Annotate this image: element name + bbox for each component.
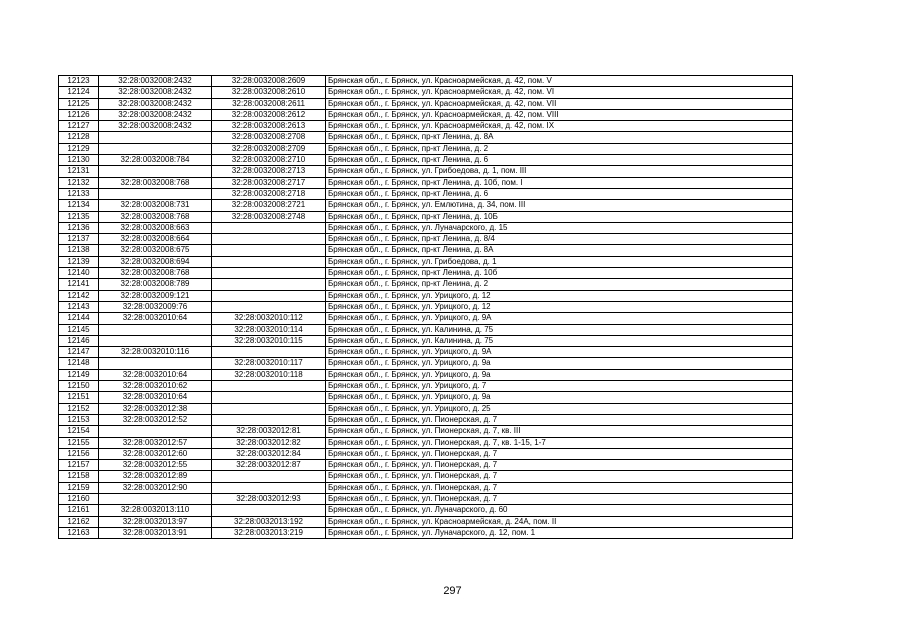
address-cell: Брянская обл., г. Брянск, ул. Пионерская, д. 7, кв. III xyxy=(326,426,793,437)
address-cell: Брянская обл., г. Брянск, пр-кт Ленина, д. 6 xyxy=(326,155,793,166)
address-cell: Брянская обл., г. Брянск, ул. Пионерская, д. 7, кв. 1-15, 1-7 xyxy=(326,437,793,448)
row-number-cell: 12130 xyxy=(59,155,99,166)
address-cell: Брянская обл., г. Брянск, пр-кт Ленина, д. 10Б xyxy=(326,211,793,222)
address-cell: Брянская обл., г. Брянск, ул. Урицкого, д. 9А xyxy=(326,313,793,324)
cadastral-number-cell xyxy=(212,222,326,233)
cadastral-number-cell: 32:28:0032010:112 xyxy=(212,313,326,324)
cadastral-number-parent-cell: 32:28:0032013:110 xyxy=(99,505,212,516)
table-row xyxy=(59,132,793,143)
cadastral-number-parent-cell: 32:28:0032013:91 xyxy=(99,527,212,538)
row-number-cell: 12151 xyxy=(59,392,99,403)
address-cell: Брянская обл., г. Брянск, пр-кт Ленина, д. 8/4 xyxy=(326,234,793,245)
row-number-cell: 12134 xyxy=(59,200,99,211)
cadastral-number-cell: 32:28:0032010:115 xyxy=(212,335,326,346)
address-cell: Брянская обл., г. Брянск, ул. Урицкого, д. 9а xyxy=(326,358,793,369)
row-number-cell: 12152 xyxy=(59,403,99,414)
row-number-cell: 12158 xyxy=(59,471,99,482)
table-row xyxy=(59,347,793,358)
cadastral-number-parent-cell: 32:28:0032010:64 xyxy=(99,313,212,324)
cadastral-number-cell xyxy=(212,414,326,425)
cadastral-number-cell: 32:28:0032012:84 xyxy=(212,448,326,459)
cadastral-number-parent-cell: 32:28:0032010:64 xyxy=(99,392,212,403)
cadastral-number-parent-cell: 32:28:0032008:731 xyxy=(99,200,212,211)
address-cell: Брянская обл., г. Брянск, ул. Луначарского, д. 15 xyxy=(326,222,793,233)
cadastral-number-cell: 32:28:0032010:114 xyxy=(212,324,326,335)
cadastral-number-parent-cell: 32:28:0032013:97 xyxy=(99,516,212,527)
table-row xyxy=(59,256,793,267)
table-row xyxy=(59,403,793,414)
cadastral-number-cell: 32:28:0032013:219 xyxy=(212,527,326,538)
cadastral-number-parent-cell: 32:28:0032012:90 xyxy=(99,482,212,493)
table-row xyxy=(59,324,793,335)
cadastral-number-cell xyxy=(212,392,326,403)
cadastral-number-parent-cell: 32:28:0032008:2432 xyxy=(99,98,212,109)
cadastral-number-parent-cell: 32:28:0032012:52 xyxy=(99,414,212,425)
cadastral-number-cell: 32:28:0032012:81 xyxy=(212,426,326,437)
row-number-cell: 12163 xyxy=(59,527,99,538)
table-row xyxy=(59,414,793,425)
registry-table xyxy=(58,75,793,539)
cadastral-number-parent-cell: 32:28:0032008:2432 xyxy=(99,76,212,87)
address-cell: Брянская обл., г. Брянск, ул. Грибоедова, д. 1 xyxy=(326,256,793,267)
row-number-cell: 12132 xyxy=(59,177,99,188)
table-row xyxy=(59,245,793,256)
row-number-cell: 12137 xyxy=(59,234,99,245)
address-cell: Брянская обл., г. Брянск, ул. Урицкого, д. 9а xyxy=(326,392,793,403)
row-number-cell: 12145 xyxy=(59,324,99,335)
address-cell: Брянская обл., г. Брянск, ул. Красноармейская, д. 24А, пом. II xyxy=(326,516,793,527)
cadastral-number-cell: 32:28:0032008:2612 xyxy=(212,109,326,120)
address-cell: Брянская обл., г. Брянск, пр-кт Ленина, д. 8А xyxy=(326,132,793,143)
table-row xyxy=(59,313,793,324)
address-cell: Брянская обл., г. Брянск, ул. Красноармейская, д. 42, пом. V xyxy=(326,76,793,87)
cadastral-number-parent-cell xyxy=(99,188,212,199)
cadastral-number-parent-cell: 32:28:0032012:38 xyxy=(99,403,212,414)
address-cell: Брянская обл., г. Брянск, пр-кт Ленина, д. 2 xyxy=(326,143,793,154)
row-number-cell: 12149 xyxy=(59,369,99,380)
table-row xyxy=(59,222,793,233)
cadastral-number-parent-cell: 32:28:0032009:76 xyxy=(99,301,212,312)
cadastral-number-cell: 32:28:0032010:118 xyxy=(212,369,326,380)
table-row xyxy=(59,290,793,301)
table-row xyxy=(59,200,793,211)
row-number-cell: 12128 xyxy=(59,132,99,143)
row-number-cell: 12156 xyxy=(59,448,99,459)
cadastral-number-parent-cell: 32:28:0032008:664 xyxy=(99,234,212,245)
table-row xyxy=(59,166,793,177)
row-number-cell: 12154 xyxy=(59,426,99,437)
table-row xyxy=(59,211,793,222)
cadastral-number-parent-cell xyxy=(99,335,212,346)
address-cell: Брянская обл., г. Брянск, пр-кт Ленина, д. 8А xyxy=(326,245,793,256)
registry-table-body xyxy=(59,76,793,539)
address-cell: Брянская обл., г. Брянск, ул. Урицкого, д. 12 xyxy=(326,290,793,301)
address-cell: Брянская обл., г. Брянск, пр-кт Ленина, д. 10б xyxy=(326,268,793,279)
row-number-cell: 12153 xyxy=(59,414,99,425)
table-row xyxy=(59,437,793,448)
cadastral-number-cell: 32:28:0032008:2721 xyxy=(212,200,326,211)
row-number-cell: 12135 xyxy=(59,211,99,222)
cadastral-number-cell: 32:28:0032008:2718 xyxy=(212,188,326,199)
address-cell: Брянская обл., г. Брянск, ул. Калинина, д. 75 xyxy=(326,335,793,346)
row-number-cell: 12157 xyxy=(59,460,99,471)
row-number-cell: 12148 xyxy=(59,358,99,369)
address-cell: Брянская обл., г. Брянск, ул. Урицкого, д. 9А xyxy=(326,347,793,358)
cadastral-number-parent-cell: 32:28:0032010:62 xyxy=(99,381,212,392)
address-cell: Брянская обл., г. Брянск, ул. Пионерская, д. 7 xyxy=(326,448,793,459)
table-row xyxy=(59,516,793,527)
row-number-cell: 12123 xyxy=(59,76,99,87)
cadastral-number-cell xyxy=(212,268,326,279)
cadastral-number-parent-cell xyxy=(99,426,212,437)
address-cell: Брянская обл., г. Брянск, ул. Пионерская, д. 7 xyxy=(326,493,793,504)
cadastral-number-parent-cell: 32:28:0032008:768 xyxy=(99,211,212,222)
table-row xyxy=(59,471,793,482)
address-cell: Брянская обл., г. Брянск, ул. Урицкого, д. 25 xyxy=(326,403,793,414)
row-number-cell: 12147 xyxy=(59,347,99,358)
row-number-cell: 12125 xyxy=(59,98,99,109)
cadastral-number-parent-cell: 32:28:0032008:768 xyxy=(99,177,212,188)
row-number-cell: 12162 xyxy=(59,516,99,527)
cadastral-number-cell xyxy=(212,505,326,516)
table-row xyxy=(59,426,793,437)
table-row xyxy=(59,369,793,380)
address-cell: Брянская обл., г. Брянск, ул. Пионерская, д. 7 xyxy=(326,414,793,425)
cadastral-number-parent-cell: 32:28:0032010:64 xyxy=(99,369,212,380)
table-row xyxy=(59,358,793,369)
cadastral-number-cell: 32:28:0032008:2709 xyxy=(212,143,326,154)
address-cell: Брянская обл., г. Брянск, ул. Калинина, д. 75 xyxy=(326,324,793,335)
cadastral-number-cell xyxy=(212,403,326,414)
table-row xyxy=(59,482,793,493)
address-cell: Брянская обл., г. Брянск, ул. Пионерская, д. 7 xyxy=(326,482,793,493)
cadastral-number-cell xyxy=(212,347,326,358)
row-number-cell: 12160 xyxy=(59,493,99,504)
page-number: 297 xyxy=(443,585,462,597)
row-number-cell: 12155 xyxy=(59,437,99,448)
row-number-cell: 12161 xyxy=(59,505,99,516)
cadastral-number-cell xyxy=(212,471,326,482)
row-number-cell: 12131 xyxy=(59,166,99,177)
cadastral-number-parent-cell: 32:28:0032010:116 xyxy=(99,347,212,358)
row-number-cell: 12126 xyxy=(59,109,99,120)
row-number-cell: 12127 xyxy=(59,121,99,132)
cadastral-number-parent-cell xyxy=(99,493,212,504)
cadastral-number-parent-cell xyxy=(99,132,212,143)
cadastral-number-parent-cell: 32:28:0032012:55 xyxy=(99,460,212,471)
cadastral-number-cell: 32:28:0032008:2710 xyxy=(212,155,326,166)
cadastral-number-parent-cell: 32:28:0032008:784 xyxy=(99,155,212,166)
address-cell: Брянская обл., г. Брянск, ул. Красноармейская, д. 42, пом. VII xyxy=(326,98,793,109)
cadastral-number-parent-cell: 32:28:0032008:694 xyxy=(99,256,212,267)
cadastral-number-parent-cell: 32:28:0032008:789 xyxy=(99,279,212,290)
table-row xyxy=(59,493,793,504)
address-cell: Брянская обл., г. Брянск, ул. Урицкого, д. 9а xyxy=(326,369,793,380)
address-cell: Брянская обл., г. Брянск, пр-кт Ленина, д. 10б, пом. I xyxy=(326,177,793,188)
row-number-cell: 12129 xyxy=(59,143,99,154)
address-cell: Брянская обл., г. Брянск, ул. Красноармейская, д. 42, пом. IX xyxy=(326,121,793,132)
address-cell: Брянская обл., г. Брянск, ул. Грибоедова, д. 1, пом. III xyxy=(326,166,793,177)
cadastral-number-parent-cell: 32:28:0032008:663 xyxy=(99,222,212,233)
address-cell: Брянская обл., г. Брянск, пр-кт Ленина, д. 2 xyxy=(326,279,793,290)
row-number-cell: 12139 xyxy=(59,256,99,267)
address-cell: Брянская обл., г. Брянск, пр-кт Ленина, д. 6 xyxy=(326,188,793,199)
cadastral-number-parent-cell: 32:28:0032008:675 xyxy=(99,245,212,256)
table-row xyxy=(59,87,793,98)
address-cell: Брянская обл., г. Брянск, ул. Красноармейская, д. 42, пом. VI xyxy=(326,87,793,98)
cadastral-number-cell: 32:28:0032008:2748 xyxy=(212,211,326,222)
cadastral-number-parent-cell: 32:28:0032008:2432 xyxy=(99,87,212,98)
table-row xyxy=(59,234,793,245)
table-row xyxy=(59,155,793,166)
cadastral-number-cell xyxy=(212,245,326,256)
cadastral-number-cell: 32:28:0032008:2708 xyxy=(212,132,326,143)
table-row xyxy=(59,301,793,312)
table-row xyxy=(59,505,793,516)
address-cell: Брянская обл., г. Брянск, ул. Емлютина, д. 34, пом. III xyxy=(326,200,793,211)
cadastral-number-parent-cell xyxy=(99,358,212,369)
cadastral-number-cell: 32:28:0032008:2713 xyxy=(212,166,326,177)
table-row xyxy=(59,279,793,290)
table-row xyxy=(59,527,793,538)
cadastral-number-cell xyxy=(212,301,326,312)
row-number-cell: 12124 xyxy=(59,87,99,98)
cadastral-number-cell: 32:28:0032013:192 xyxy=(212,516,326,527)
cadastral-number-cell: 32:28:0032008:2611 xyxy=(212,98,326,109)
address-cell: Брянская обл., г. Брянск, ул. Пионерская, д. 7 xyxy=(326,460,793,471)
table-row xyxy=(59,76,793,87)
row-number-cell: 12133 xyxy=(59,188,99,199)
row-number-cell: 12159 xyxy=(59,482,99,493)
row-number-cell: 12143 xyxy=(59,301,99,312)
cadastral-number-cell: 32:28:0032012:87 xyxy=(212,460,326,471)
table-row xyxy=(59,392,793,403)
table-row xyxy=(59,121,793,132)
address-cell: Брянская обл., г. Брянск, ул. Урицкого, д. 7 xyxy=(326,381,793,392)
cadastral-number-cell: 32:28:0032008:2717 xyxy=(212,177,326,188)
address-cell: Брянская обл., г. Брянск, ул. Урицкого, д. 12 xyxy=(326,301,793,312)
cadastral-number-parent-cell: 32:28:0032012:60 xyxy=(99,448,212,459)
address-cell: Брянская обл., г. Брянск, ул. Пионерская, д. 7 xyxy=(326,471,793,482)
table-row xyxy=(59,268,793,279)
cadastral-number-parent-cell xyxy=(99,143,212,154)
cadastral-number-cell xyxy=(212,381,326,392)
cadastral-number-cell xyxy=(212,256,326,267)
table-row xyxy=(59,188,793,199)
address-cell: Брянская обл., г. Брянск, ул. Красноармейская, д. 42, пом. VIII xyxy=(326,109,793,120)
table-row xyxy=(59,381,793,392)
cadastral-number-cell xyxy=(212,234,326,245)
table-row xyxy=(59,448,793,459)
row-number-cell: 12146 xyxy=(59,335,99,346)
cadastral-number-cell: 32:28:0032008:2609 xyxy=(212,76,326,87)
table-row xyxy=(59,143,793,154)
cadastral-number-parent-cell: 32:28:0032012:89 xyxy=(99,471,212,482)
address-cell: Брянская обл., г. Брянск, ул. Луначарского, д. 60 xyxy=(326,505,793,516)
cadastral-number-parent-cell: 32:28:0032008:2432 xyxy=(99,121,212,132)
cadastral-number-cell: 32:28:0032012:93 xyxy=(212,493,326,504)
cadastral-number-parent-cell: 32:28:0032009:121 xyxy=(99,290,212,301)
cadastral-number-cell xyxy=(212,290,326,301)
cadastral-number-parent-cell: 32:28:0032008:768 xyxy=(99,268,212,279)
cadastral-number-cell: 32:28:0032012:82 xyxy=(212,437,326,448)
cadastral-number-parent-cell: 32:28:0032008:2432 xyxy=(99,109,212,120)
table-row xyxy=(59,335,793,346)
cadastral-number-cell xyxy=(212,482,326,493)
row-number-cell: 12141 xyxy=(59,279,99,290)
table-row xyxy=(59,177,793,188)
row-number-cell: 12136 xyxy=(59,222,99,233)
row-number-cell: 12144 xyxy=(59,313,99,324)
row-number-cell: 12140 xyxy=(59,268,99,279)
table-row xyxy=(59,98,793,109)
cadastral-number-cell: 32:28:0032008:2610 xyxy=(212,87,326,98)
cadastral-number-parent-cell xyxy=(99,166,212,177)
table-row xyxy=(59,109,793,120)
cadastral-number-cell: 32:28:0032008:2613 xyxy=(212,121,326,132)
row-number-cell: 12138 xyxy=(59,245,99,256)
address-cell: Брянская обл., г. Брянск, ул. Луначарского, д. 12, пом. 1 xyxy=(326,527,793,538)
table-row xyxy=(59,460,793,471)
cadastral-number-parent-cell xyxy=(99,324,212,335)
cadastral-number-parent-cell: 32:28:0032012:57 xyxy=(99,437,212,448)
row-number-cell: 12150 xyxy=(59,381,99,392)
cadastral-number-cell xyxy=(212,279,326,290)
cadastral-number-cell: 32:28:0032010:117 xyxy=(212,358,326,369)
row-number-cell: 12142 xyxy=(59,290,99,301)
